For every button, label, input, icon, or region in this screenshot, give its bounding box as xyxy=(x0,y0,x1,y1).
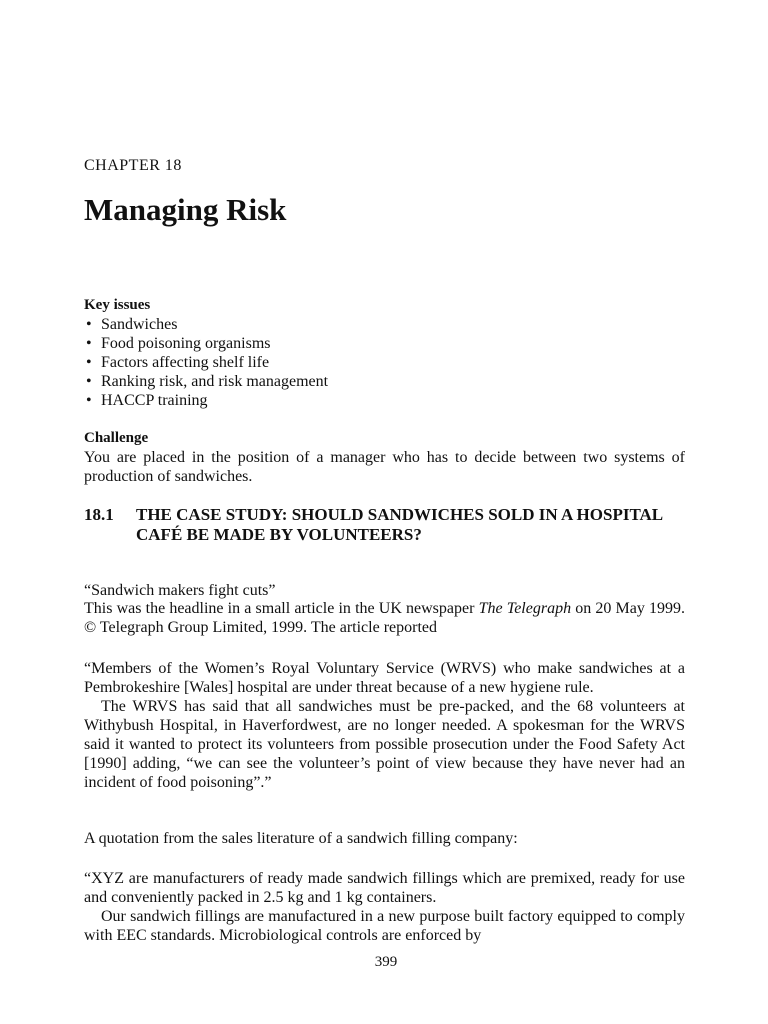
intro-paragraph: This was the headline in a small article in the UK newspaper The Telegraph on 20 May 1999. © Telegraph Group Limited, 1999. The article reported xyxy=(84,600,686,636)
sales-intro: A quotation from the sales literature of a sandwich filling company: xyxy=(84,830,518,847)
list-item: • Ranking risk, and risk management xyxy=(86,373,329,390)
sales-quote xyxy=(84,869,685,945)
article-quote xyxy=(84,659,685,792)
bullet-icon: • xyxy=(86,316,92,333)
key-issues-list xyxy=(84,315,688,410)
section-number: 18.1 xyxy=(84,505,114,524)
challenge-block xyxy=(84,429,685,486)
bullet-icon: • xyxy=(86,335,92,352)
list-item: • HACCP training xyxy=(86,392,208,409)
article-quote-p2: The WRVS has said that all sandwiches must be pre-packed, and the 68 volunteers at Withybush Hospital, in Haverfordwest, are no longer needed. A spokesman for the WRVS said it wanted to protect its volunteers from possible prosecution under the Food Safety Act [1990] adding, “we can see the volunteer’s point of view because they have never had an incident of food poisoning”.” xyxy=(84,698,685,791)
list-item: • Factors affecting shelf life xyxy=(86,354,270,371)
newspaper-name: The Telegraph xyxy=(478,600,572,617)
challenge-heading: Challenge xyxy=(84,430,149,446)
key-issues-block xyxy=(84,296,688,410)
sales-quote-p1: “XYZ are manufacturers of ready made sandwich fillings which are premixed, ready for use and conveniently packed in 2.5 kg and 1 kg containers. xyxy=(84,870,685,906)
bullet-icon: • xyxy=(86,392,92,409)
page-number: 399 xyxy=(374,954,398,970)
bullet-icon: • xyxy=(86,354,92,371)
article-quote-p1: “Members of the Women’s Royal Voluntary Service (WRVS) who make sandwiches at a Pembrokeshire [Wales] hospital are under threat because of a new hygiene rule. xyxy=(84,660,685,696)
chapter-title: Managing Risk xyxy=(84,192,287,227)
list-item: • Sandwiches xyxy=(86,316,178,333)
sales-quote-p2: Our sandwich fillings are manufactured in a new purpose built factory equipped to comply with EEC standards. Microbiological controls are enforced by xyxy=(84,908,685,944)
bullet-icon: • xyxy=(86,373,92,390)
section-title: THE CASE STUDY: SHOULD SANDWICHES SOLD IN A HOSPITAL CAFÉ BE MADE BY VOLUNTEERS? xyxy=(136,505,663,544)
key-issues-heading: Key issues xyxy=(84,297,151,313)
headline-quote: “Sandwich makers fight cuts” xyxy=(84,582,276,599)
list-item: • Food poisoning organisms xyxy=(86,335,271,352)
challenge-text: You are placed in the position of a manager who has to decide between two systems of production of sandwiches. xyxy=(84,449,685,485)
chapter-label: CHAPTER 18 xyxy=(84,157,182,174)
